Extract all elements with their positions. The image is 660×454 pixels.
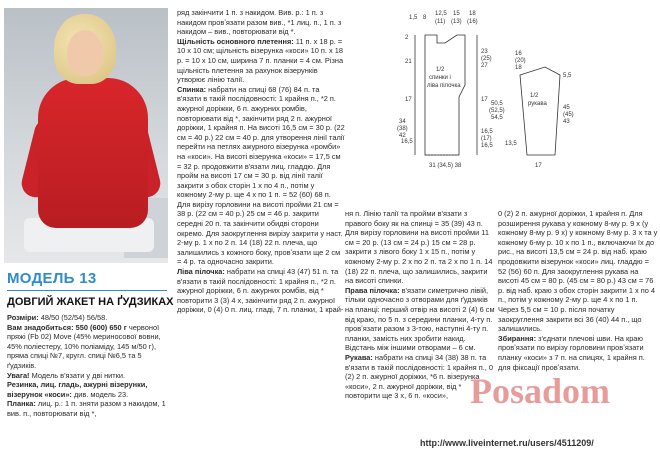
red-jacket [38, 78, 148, 228]
paragraph: Права пілочка: в'язати симетрично лівій, тільки одночасно з отворами для ґудзиків на планці: перший отвір на висоті 2 (4) 6 см від краю, по 5 п. з середини планки, 4-ту п. провʼязати разом з 3-тою, наступні 4-ту п. планки, замість них зробити накид. Відстань між іншими отворами – 6 см. [345, 285, 495, 353]
svg-text:17: 17 [481, 97, 488, 103]
svg-text:16,5: 16,5 [481, 129, 493, 135]
svg-text:45: 45 [563, 105, 570, 111]
svg-text:(52,5): (52,5) [489, 108, 505, 114]
svg-text:5,5: 5,5 [563, 73, 572, 79]
paragraph: Вам знадобиться: 550 (600) 650 г червоної пряжі (Fb 02) Move (45% мериносової вовни, 45% поліестеру, 10% поліаміду, 145 м/50 г), пряма спиці №7, кругл. спиці №6,5 та 5 ґудзиків. [7, 322, 161, 370]
svg-text:(25): (25) [481, 56, 492, 62]
title-divider [7, 290, 167, 291]
paragraph: Увага! Модель в'язати у дві нитки. [7, 370, 126, 380]
model-title: МОДЕЛЬ 13 [7, 270, 97, 287]
svg-text:43: 43 [563, 119, 570, 125]
svg-text:12,5: 12,5 [435, 11, 447, 17]
sleeve-caption: рукава [528, 101, 547, 107]
sleeve-label: 1/2 [530, 93, 539, 99]
svg-text:(20): (20) [515, 58, 526, 64]
svg-text:16: 16 [515, 51, 522, 57]
svg-text:(17): (17) [481, 136, 492, 142]
svg-text:54,5: 54,5 [491, 115, 503, 121]
back-caption-2: ліва пілочка [427, 83, 461, 89]
svg-text:13,5: 13,5 [505, 141, 517, 147]
paragraph: Розміри: 48/50 (52/54) 56/58. [7, 313, 108, 322]
svg-text:16,5: 16,5 [481, 143, 493, 149]
model-subtitle: ДОВГИЙ ЖАКЕТ НА ҐУДЗИКАХ [7, 296, 174, 308]
svg-text:17: 17 [405, 97, 412, 103]
face [67, 30, 103, 76]
svg-text:16,5: 16,5 [401, 139, 413, 145]
paragraph: Резинка, лиц. гладь, ажурні візерунки, візерунок «коси»: див. модель 23. [7, 380, 148, 399]
paragraph: Планка: лиц. р.: 1 п. зняти разом з накидом, 1 вив. п., повторювати від *, [7, 399, 166, 418]
paragraph: Спинка: набрати на спиці 68 (76) 84 п. та в'язати в такій послідовності: 1 крайня п., *2 п. ажурної доріжки, 6 п. ажурних ромбів, повторювати від *, закінчити ряд 2 п. ажурної доріжки, 1 крайня п. На висоті 16,5 см = 30 р. (22 см = 40 р.) 22 см = 40 р. для утворення лінії талії перейти на петлях ажурного візерунка «ромби» на «коси». На висоті візерунка «коси» = 17,5 см = 32 р. продовжити в'язати лиц. гладдю. Для пройм на висоті 17 см = 30 р. від лінії талії закрити з обох сторін 1 x по 4 п., потім у кожному 2-му р. ще 4 x по 1 п. = 52 (60) 68 п. Для вирізу горловини на висоті пройми 21 см = 38 р. (22 см = 40 р.) 25 см = 46 р. закрити середні 20 п. та закінчити обидві сторони окремо. Для заокруглення вирізу закрити у наст. 2-му р. 1 x по 2 п. 14 (18) 22 п. плеча, що залишились з кожного боку, провʼязати ще 2 см = 4 р. та одночасно закрити. [177, 84, 345, 267]
svg-text:(16): (16) [467, 19, 478, 25]
svg-text:23: 23 [481, 49, 488, 55]
model-photo [4, 8, 168, 263]
paragraph: Щільність основного плетення: 11 п. x 18 р. = 10 x 10 см; щільність візерунка «коси» 10 п. x 18 р. = 10 x 10 см, ширина 7 п. планки = 4 см. Різна щільність плетення за рахунок візерунків утворює лінію талії. [177, 36, 344, 85]
column-1 [7, 313, 170, 419]
sleeve-outline [520, 67, 560, 155]
paragraph: Ліва пілочка: набрати на спиці 43 (47) 51 п. та в'язати в такій послідовності: 1 крайня п., *2 п. ажурної доріжки, 6 п. ажурних ромбів, від * повторити 3 (3) 4 x, закінчити ряд 2 п. ажурної доріжки, 0 (4) 0 п. лиц. гладі, 7 п. планки, 1 край- [177, 267, 344, 315]
svg-text:15: 15 [453, 11, 460, 17]
svg-text:18: 18 [469, 11, 476, 17]
paragraph: Рукава: набрати на спиці 34 (38) 38 п. та в'язати в такій послідовності: 1 крайня п., 0 (2) 2 п. ажурної доріжки, *6 п. візерунка «коси», 2 п. ажурної доріжки, від * повторити ще 3 x, 6 п. «коси», [345, 352, 493, 401]
svg-text:27: 27 [481, 63, 488, 69]
svg-text:(11): (11) [435, 19, 446, 25]
watermark: Posadom [470, 371, 611, 411]
back-caption-1: спинки і [429, 75, 451, 81]
paragraph: 0 (2) 2 п. ажурної доріжки, 1 крайня п. Для розширення рукава у кожному 8-му р. 9 x (у кожному 8-му р. 9 x) у кожному 8-му р. 3 x та у кожному 6-му р. 10 x по 1 п., включаючи їх до рис., на висоті 13,5 см = 24 р. від наб. краю продовжити візерунок «коси» лиц. гладдю = 52 (56) 60 п. Для заокруглення рукава на висоті 45 см = 80 р. (45 см = 80 р.) 43 см = 76 р. від наб. краю з обох сторін закрити 1 x по 4 п., потім у кожному 2-му р. ще 4 x по 1 п. Через 5,5 см = 10 р. після початку заокруглення закрити всі 36 (40) 44 п., що залишились. [498, 209, 658, 334]
source-url: http://www.liveinternet.ru/users/4511209/ [420, 438, 594, 448]
svg-text:1,5: 1,5 [409, 15, 418, 21]
svg-text:18: 18 [515, 65, 522, 71]
svg-text:50,5: 50,5 [491, 101, 503, 107]
paragraph: ня п. Лінію талії та пройми в'язати з правого боку як на спинці = 35 (39) 43 п. Для вирізу горловини на висоті пройми 11 см = 20 р. (13 см = 24 р.) 15 см = 28 р. закрити з лівого боку 1 x 15 п., потім у кожному 2-му р. 2 x по 2 п. та 2 x по 1 п. 14 (18) 22 п. плеча, що залишились, закрити на висоті спинки. [345, 209, 493, 286]
back-label: 1/2 [436, 67, 445, 73]
column-4 [498, 209, 658, 372]
bottom-width: 31 (34,5) 38 [429, 163, 462, 169]
svg-text:34: 34 [399, 119, 406, 125]
svg-text:2: 2 [405, 35, 409, 41]
column-2 [177, 8, 345, 315]
paragraph: Збирання: з'єднати плечові шви. На краю провʼязати по вирізу горловини провʼязати планку «коси» з 7 п. на спицях, 1 крайня п. для фіксації провʼязати. [498, 333, 645, 372]
svg-text:8: 8 [423, 15, 427, 21]
pattern-schematic [395, 5, 657, 201]
svg-text:17: 17 [535, 163, 542, 169]
svg-text:(45): (45) [563, 112, 574, 118]
back-outline [425, 35, 465, 155]
paragraph: ряд закінчити 1 п. з накидом. Вив. р.: 1 п. з накидом провʼязати разом вив., *1 лиц. п., 1 п. з накидом – вив., повторювати від *. [177, 8, 342, 37]
svg-text:42: 42 [399, 133, 406, 139]
svg-text:21: 21 [405, 59, 412, 65]
svg-text:(38): (38) [397, 126, 408, 132]
svg-text:(13): (13) [451, 19, 462, 25]
